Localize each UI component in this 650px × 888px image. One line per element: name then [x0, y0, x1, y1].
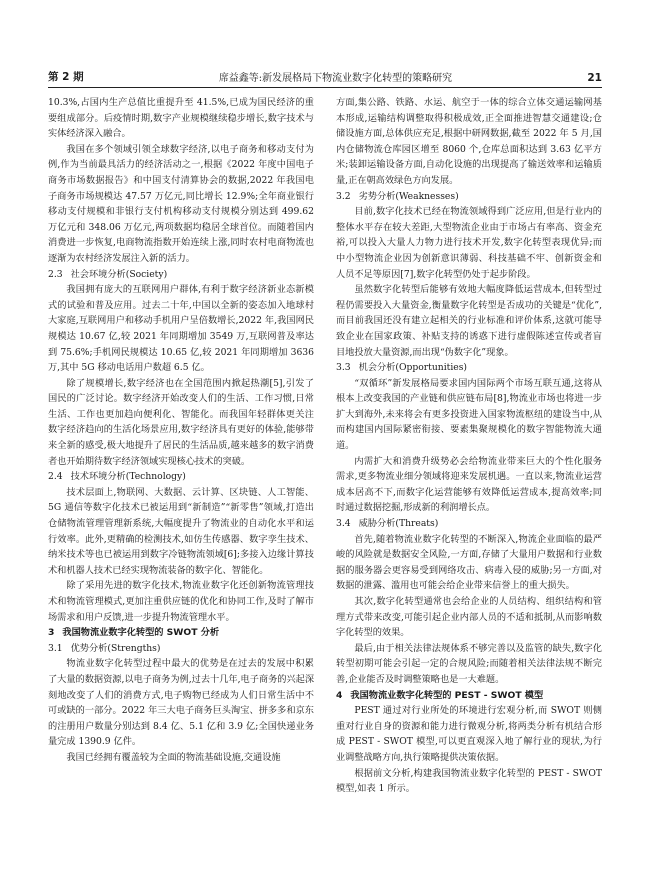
heading-text: 我国物流业数字化转型的 PEST - SWOT 模型 — [350, 689, 544, 701]
right-column — [336, 95, 602, 797]
heading-number: 3.3 — [336, 362, 351, 374]
heading-text: 社会环境分析(Society) — [70, 268, 168, 280]
body-paragraph: PEST 通过对行业所处的环境进行宏观分析,而 SWOT 则侧重对行业自身的资源和能力进行微观分析,将两类分析有机结合形成 PEST - SWOT 模型,可以更直观深入地了解行业的现状,为行业调整战略方向,执行策略提供决策依据。 — [336, 705, 602, 763]
body-paragraph: 技术层面上,物联网、大数据、云计算、区块链、人工智能、5G 通信等数字化技术已被运用到“新制造”“新零售”领域,打造出仓储物流管理管理新系统,大幅度提升了物流业的自动化水平和运行效率。此外,更精确的检测技术,如仿生传感器、数字孪生技术、纳米技术等也已被运用到数字冷链物流领域[6];多接入边缘计算技术和机器人技术已经实现物流装备的数字化、智能化。 — [48, 486, 314, 576]
heading-text: 优势分析(Strengths) — [70, 642, 161, 654]
heading-number: 3.1 — [48, 642, 63, 654]
heading-text: 我国物流业数字化转型的 SWOT 分析 — [62, 627, 220, 639]
heading-number: 4 — [336, 689, 343, 701]
body-paragraph: 10.3%,占国内生产总值比重提升至 41.5%,已成为国民经济的重要组成部分。后疫情时期,数字产业规模继续稳步增长,数字技术与实体经济深入融合。 — [48, 97, 314, 140]
body-paragraph: 首先,随着物流业数字化转型的不断深入,物流企业面临的最严峻的风险就是数据安全风险,一方面,存储了大量用户数据和行业数据的服务器会更容易受到网络攻击、病毒入侵的威胁;另一方面,对数据的泄露、滥用也可能会给企业带来信誉上的重大损失。 — [336, 533, 602, 592]
left-column — [48, 95, 314, 766]
heading-number: 3.2 — [336, 190, 351, 202]
body-paragraph: 最后,由于相关法律法规体系不够完善以及监管的缺失,数字化转型初期可能会引起一定的合规风险;而随着相关法律法规不断完善,企业能否及时调整策略也是一大难题。 — [336, 642, 602, 685]
body-paragraph: 除了采用先进的数字化技术,物流业数字化还创新物流管理技术和物流管理模式,更加注重供应链的优化和协同工作,及时了解市场需求和用户反馈,进一步提升物流管理水平。 — [48, 580, 314, 623]
body-paragraph: “双循环”新发展格局要求国内国际两个市场互联互通,这将从根本上改变我国的产业链和供应链布局[8],物流业市场也将进一步扩大到海外,未来将会有更多投资进入国家物流枢纽的建设当中,从而构建国内国际紧密衔接、要素集聚规模化的数字智能物流大通道。 — [336, 377, 602, 452]
heading-text: 机会分析(Opportunities) — [358, 362, 468, 374]
heading-number: 2.4 — [48, 471, 63, 483]
body-paragraph: 物流业数字化转型过程中最大的优势是在过去的发展中积累了大量的数据资源,以电子商务为例,过去十几年,电子商务的兴起深刻地改变了人们的消费方式,电子购物已经成为人们日常生活中不可或缺的一部分。2022 年三大电子商务巨头淘宝、拼多多和京东的注册用户数量分别达到 8.4 亿、5.1 亿和 3.9 亿;全国快递业务量完成 1390.9 亿件。 — [48, 658, 315, 748]
page-number: 21 — [587, 72, 602, 84]
issue-number: 第 2 期 — [48, 71, 84, 83]
running-header — [48, 66, 602, 88]
subsection-heading — [336, 189, 602, 205]
heading-number: 3.4 — [336, 518, 351, 530]
body-paragraph: 我国已经拥有覆盖较为全面的物流基础设施,交通设施 — [66, 751, 281, 763]
section-heading — [48, 625, 314, 641]
body-paragraph: 我国拥有庞大的互联网用户群体,有利于数字经济新业态新模式的试验和普及应用。过去二十年,中国以全新的姿态加入地球村大家庭,互联网用户和移动手机用户呈倍数增长,2022 年,我国网民规模达 10.67 亿,较 2021 年同期增加 3549 万,互联网普及率达到 75.6%;手机网民规模达 10.65 亿,较 2021 年同期增加 3636 万,其中 5G 移动电话用户数超 6.5 亿。 — [48, 284, 314, 374]
running-title: 席益鑫等:新发展格局下物流业数字化转型的策略研究 — [218, 73, 453, 84]
heading-number: 3 — [48, 627, 55, 639]
body-paragraph: 虽然数字化转型后能够有效地大幅度降低运营成本,但转型过程仍需要投入大量资金,衡量数字化转型是否成功的关键是“优化”,而目前我国还没有建立起相关的行业标准和评价体系,这就可能导致企业在国家政策、补贴支持的诱惑下进行虚假陈述宣传或者盲目地投放大量资源,而出现“伪数字化”现象。 — [336, 284, 602, 358]
heading-text: 劣势分析(Weaknesses) — [358, 190, 459, 202]
heading-text: 威胁分析(Threats) — [358, 518, 439, 530]
subsection-heading — [48, 267, 314, 283]
body-paragraph: 方面,集公路、铁路、水运、航空于一体的综合立体交通运输网基本形成,运输结构调整取得积极成效,正全面推进智慧交通建设;仓储设施方面,总体供应充足,根据中研网数据,截至 2022 年 5 月,国内仓储物流仓库园区增至 8060 个,仓库总面积达到 3.63 亿平方米;装卸运输设备方面,自动化设施的出现提高了输送效率和运输质量,正在朝高效绿色方向发展。 — [336, 97, 602, 186]
heading-number: 2.3 — [48, 268, 63, 280]
body-paragraph: 根据前文分析,构建我国物流业数字化转型的 PEST - SWOT 模型,如表 1 所示。 — [336, 767, 602, 795]
body-paragraph: 内需扩大和消费升级势必会给物流业带来巨大的个性化服务需求,更多物流业细分领域将迎来发展机遇。一直以来,物流业运营成本居高不下,而数字化运营能够有效降低运营成本,提高效率;同时通过数据挖掘,形成新的利润增长点。 — [336, 455, 602, 514]
body-paragraph: 目前,数字化技术已经在物流领域得到广泛应用,但是行业内的整体水平存在较大差距,大型物流企业由于市场占有率高、资金充裕,可以投入大量人力物力进行技术开发,数字化转型表现优异;而中小型物流企业因为创新意识薄弱、科技基础不牢、创新资金和人员不足等原因[7],数字化转型仍处于起步阶段。 — [336, 206, 602, 280]
section-heading — [336, 688, 602, 704]
subsection-heading — [48, 641, 314, 657]
heading-text: 技术环境分析(Technology) — [70, 471, 186, 483]
body-paragraph: 我国在多个领域引领全球数字经济,以电子商务和移动支付为例,作为当前最具活力的经济活动之一,根据《2022 年度中国电子商务市场数据报告》和中国支付清算协会的数据,2022 年我国电子商务市场规模达 47.57 万亿元,同比增长 12.9%;全年商业银行移动支付规模和非银行支付机构移动支付规模分别达到 499.62 万亿元和 348.06 万亿元,两项数据均稳居全球首位。而随着国内消费进一步恢复,电商物流指数开始连续上涨,同时农村电商物流也逐渐为农村经济发展注入新的活力。 — [48, 143, 314, 264]
body-paragraph: 其次,数字化转型通常也会给企业的人员结构、组织结构和管理方式带来改变,可能引起企业内部人员的不适和抵制,从而影响数字化转型的效果。 — [336, 596, 602, 639]
subsection-heading — [336, 516, 602, 532]
subsection-heading — [336, 360, 602, 376]
body-paragraph: 除了规模增长,数字经济也在全国范围内掀起热潮[5],引发了国民的广泛讨论。数字经济开始改变人们的生活、工作习惯,日常生活、工作也更加趋向便利化、智能化。而我国年轻群体更关注数字经济趋向的生活化场景应用,数字经济具有更好的体验,能够带来全新的感受,极大地提升了居民的生活品质,越来越多的数字消费者也开始期待数字经济领域实现核心技术的突破。 — [48, 377, 314, 467]
subsection-heading — [48, 469, 314, 485]
